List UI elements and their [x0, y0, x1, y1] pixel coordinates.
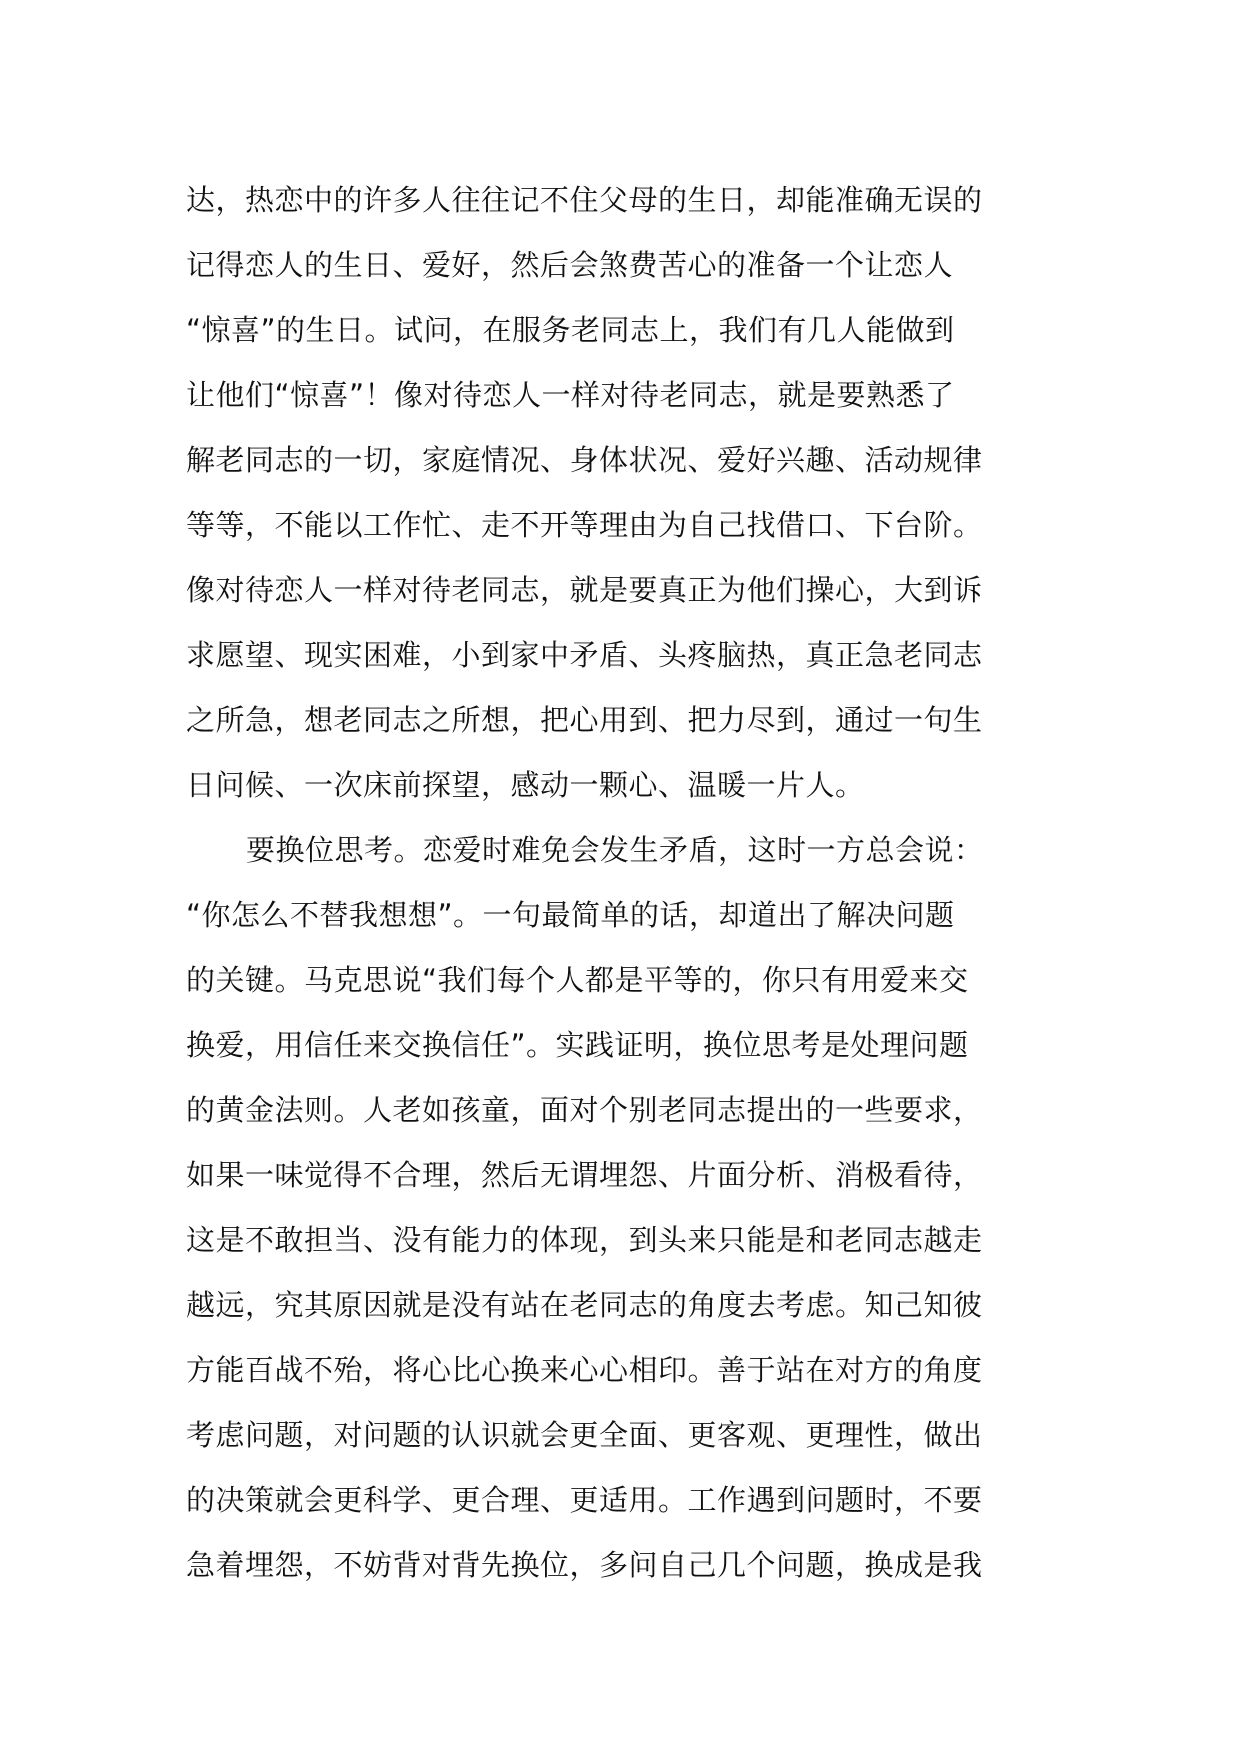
text-line: 如果一味觉得不合理，然后无谓埋怨、片面分析、消极看待， — [186, 1158, 983, 1192]
text-line: 考虑问题，对问题的认识就会更全面、更客观、更理性，做出 — [186, 1418, 983, 1452]
text-line: 换爱，用信任来交换信任”。实践证明，换位思考是处理问题 — [186, 1028, 969, 1062]
text-line: 达，热恋中的许多人往往记不住父母的生日，却能准确无误的 — [186, 183, 983, 217]
text-line: “你怎么不替我想想”。一句最简单的话，却道出了解决问题 — [186, 898, 955, 932]
text-line: 像对待恋人一样对待老同志，就是要真正为他们操心，大到诉 — [186, 573, 983, 607]
text-line: 解老同志的一切，家庭情况、身体状况、爱好兴趣、活动规律 — [186, 443, 983, 477]
text-line: 的决策就会更科学、更合理、更适用。工作遇到问题时，不要 — [186, 1483, 983, 1517]
body-text — [186, 168, 1066, 1598]
text-line: 急着埋怨，不妨背对背先换位，多问自己几个问题，换成是我 — [186, 1548, 983, 1582]
text-line: 求愿望、现实困难，小到家中矛盾、头疼脑热，真正急老同志 — [186, 638, 983, 672]
text-line: 这是不敢担当、没有能力的体现，到头来只能是和老同志越走 — [186, 1223, 983, 1257]
text-line: 日问候、一次床前探望，感动一颗心、温暖一片人。 — [186, 768, 865, 802]
text-line: 的黄金法则。人老如孩童，面对个别老同志提出的一些要求， — [186, 1093, 983, 1127]
text-line: 方能百战不殆，将心比心换来心心相印。善于站在对方的角度 — [186, 1353, 983, 1387]
text-line: 之所急，想老同志之所想，把心用到、把力尽到，通过一句生 — [186, 703, 983, 737]
text-line: 等等，不能以工作忙、走不开等理由为自己找借口、下台阶。 — [186, 508, 983, 542]
paragraph-start-line: 要换位思考。恋爱时难免会发生矛盾，这时一方总会说： — [246, 833, 984, 867]
text-line: 的关键。马克思说“我们每个人都是平等的，你只有用爱来交 — [186, 963, 969, 997]
text-line: 记得恋人的生日、爱好，然后会煞费苦心的准备一个让恋人 — [186, 248, 954, 282]
text-line: 让他们“惊喜”！像对待恋人一样对待老同志，就是要熟悉了 — [186, 378, 955, 412]
text-line: 越远，究其原因就是没有站在老同志的角度去考虑。知己知彼 — [186, 1288, 983, 1322]
text-line: “惊喜”的生日。试问，在服务老同志上，我们有几人能做到 — [186, 313, 955, 347]
